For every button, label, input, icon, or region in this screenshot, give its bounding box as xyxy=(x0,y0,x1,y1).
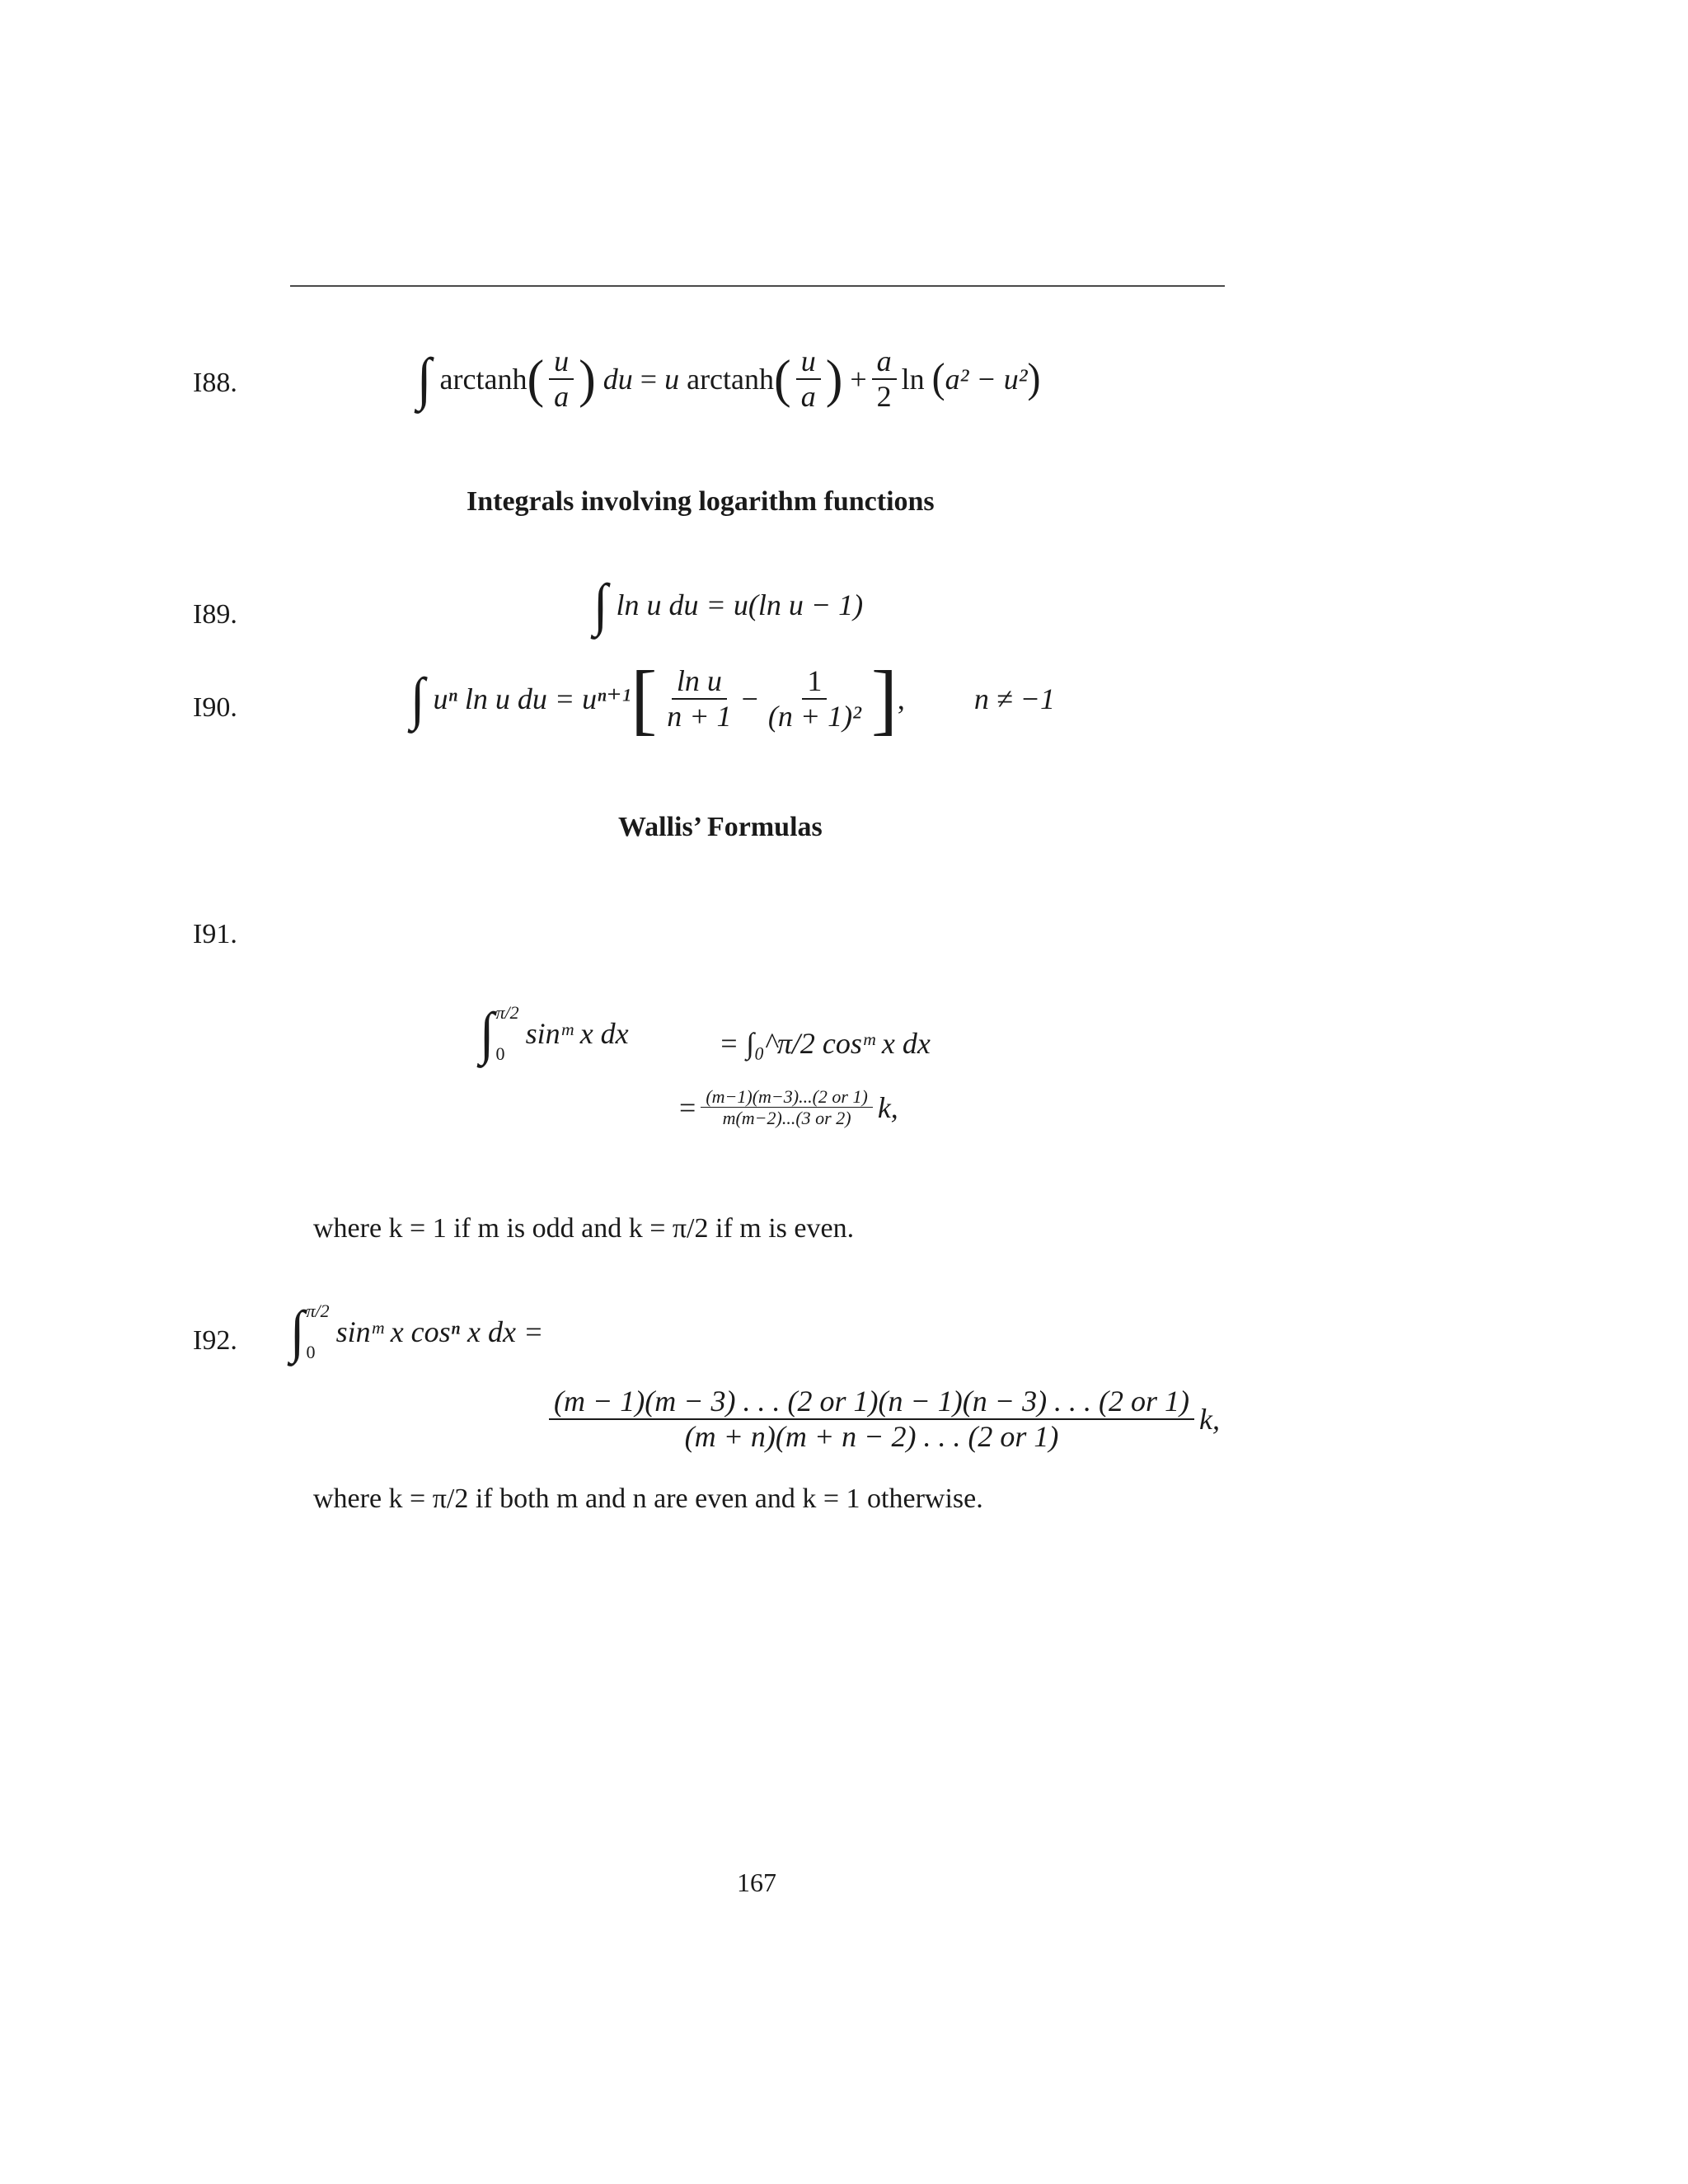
integral-limits: π/2 0 xyxy=(306,1301,330,1362)
formula-body: ln u du = u(ln u − 1) xyxy=(616,588,864,621)
formula-label-i89: I89. xyxy=(193,599,237,630)
note-i91: where k = 1 if m is odd and k = π/2 if m is even. xyxy=(313,1213,855,1244)
minus-sign: − xyxy=(741,682,758,715)
cos-integral: = ∫₀^π/2 cosᵐ x dx xyxy=(719,1027,931,1060)
integral-sign: ∫ xyxy=(593,572,608,637)
formula-i91-lhs xyxy=(480,1001,629,1066)
variable: u xyxy=(664,363,680,396)
fraction: $\frac{u}{a}$ xyxy=(549,344,574,415)
formula-i88: ∫ arctanh ( $\frac{u}{a}$ ) du = u arctanh ( $\frac{u}{a}$ ) + $\frac{a}{2}$ ln ( a² − u² ) xyxy=(417,344,1041,414)
fraction: $\frac{u}{a}$ xyxy=(796,344,821,415)
fraction: $\frac{a}{2}$ xyxy=(872,344,897,415)
function-name: arctanh xyxy=(439,363,528,396)
differential: du xyxy=(603,363,633,396)
paren-right: ) xyxy=(579,349,596,410)
function-name: arctanh xyxy=(687,363,775,396)
formula-label-i90: I90. xyxy=(193,692,237,723)
condition: n ≠ −1 xyxy=(973,682,1055,715)
integral-sign: ∫ xyxy=(417,346,432,411)
note-i92: where k = π/2 if both m and n are even and k = 1 otherwise. xyxy=(313,1483,983,1514)
equals-sign: = xyxy=(640,363,658,396)
formula-i89 xyxy=(593,572,864,637)
integral-limits: π/2 0 xyxy=(495,1002,519,1064)
formula-label-i91: I91. xyxy=(193,919,237,949)
formula-i90: ∫ uⁿ ln u du = uⁿ⁺¹ [ $\frac{\text{ln u}}{n + 1}$ − $\frac{1}{\text{(n + 1)²}}$ ] , n ≠ −1 xyxy=(410,654,1055,743)
fraction: $\frac{\text{ln u}}{n + 1}$ xyxy=(667,663,732,733)
formula-i91-rhs1 xyxy=(719,1026,931,1061)
log-argument: a² − u² xyxy=(945,363,1028,396)
paren-left: ( xyxy=(774,349,791,410)
fraction: $\frac{1}{\text{(n + 1)²}}$ xyxy=(767,663,861,733)
integral-sign: ∫ xyxy=(480,1001,495,1066)
formula-i92-lhs xyxy=(290,1299,544,1364)
header-rule xyxy=(290,285,1225,287)
integrand: sinᵐ x cosⁿ x dx = xyxy=(335,1315,544,1348)
function-name: ln xyxy=(901,363,925,396)
formula-lhs: uⁿ ln u du = uⁿ⁺¹ xyxy=(433,682,631,715)
integrand: sinᵐ x dx xyxy=(525,1017,629,1050)
formula-label-i92: I92. xyxy=(193,1325,237,1356)
formula-i92-rhs xyxy=(544,1385,1220,1455)
formula-label-i88: I88. xyxy=(193,368,237,398)
section-heading-wallis: Wallis’ Formulas xyxy=(618,812,823,842)
integral-sign: ∫ xyxy=(290,1299,305,1364)
formula-i91-rhs2 xyxy=(679,1086,898,1129)
plus-sign: + xyxy=(850,363,867,396)
equals-sign: = xyxy=(679,1090,696,1124)
paren-left: ( xyxy=(527,349,545,410)
fraction: $\frac{(m - 1)(m - 3) . . . (2 or 1)(n - 1)(n - 3) . . . (2 or 1)}{(m + n)(m + n - 2) . . . (2 or 1)}$ xyxy=(549,1385,1194,1455)
bracket-right: ] xyxy=(870,654,898,743)
integral-sign: ∫ xyxy=(410,666,425,731)
k-constant: k, xyxy=(1199,1403,1221,1436)
bracket-left: [ xyxy=(631,654,658,743)
k-constant: k, xyxy=(877,1090,898,1124)
section-heading-logarithm: Integrals involving logarithm functions xyxy=(467,486,935,517)
page-number: 167 xyxy=(737,1868,776,1897)
fraction: $\frac{(m-1)(m-3)...(2 or 1)}{m(m-2)...(3 or 2)}$ xyxy=(701,1086,873,1129)
paren-right: ) xyxy=(825,349,843,410)
